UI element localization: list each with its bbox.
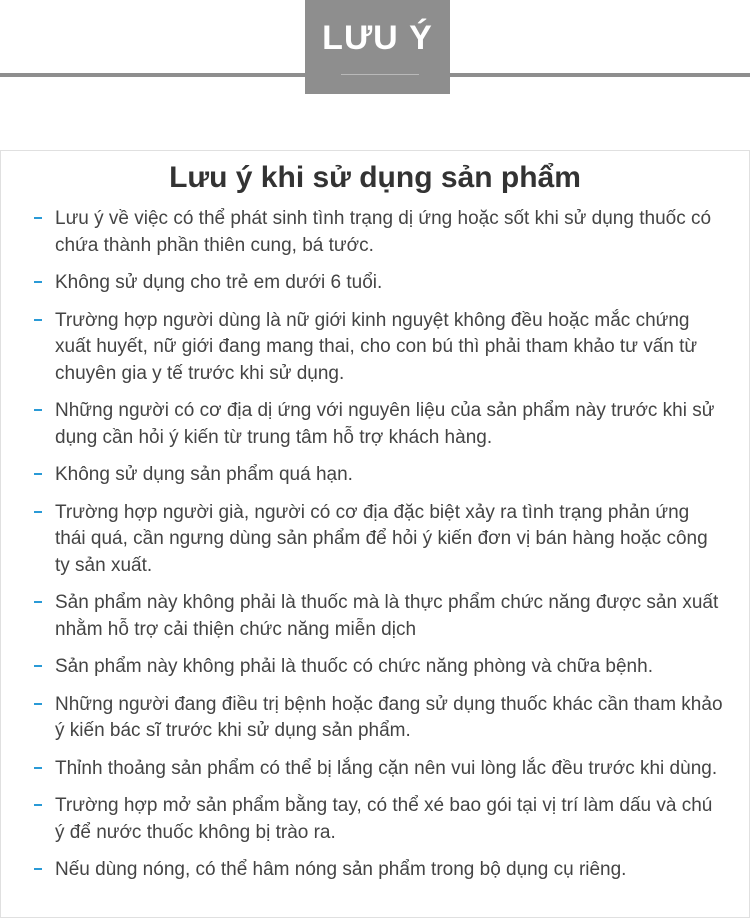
note-text: Trường hợp mở sản phẩm bằng tay, có thể xé bao gói tại vị trí làm dấu và chú ý để nước thuốc không bị trào ra.: [55, 795, 713, 843]
usage-notes-card: [0, 150, 750, 918]
dash-bullet-icon: [34, 703, 42, 705]
note-text: Sản phẩm này không phải là thuốc mà là thực phẩm chức năng được sản xuất nhằm hỗ trợ cải thiện chức năng miễn dịch: [55, 592, 719, 640]
note-text: Không sử dụng sản phẩm quá hạn.: [55, 464, 353, 485]
note-text: Những người đang điều trị bệnh hoặc đang sử dụng thuốc khác cần tham khảo ý kiến bác sĩ trước khi sử dụng sản phẩm.: [55, 693, 723, 741]
notes-list: [34, 206, 724, 895]
dash-bullet-icon: [34, 409, 42, 411]
note-text: Trường hợp người dùng là nữ giới kinh nguyệt không đều hoặc mắc chứng xuất huyết, nữ giới đang mang thai, cho con bú thì phải tham khảo tư vấn từ chuyên gia y tế trước khi sử dụng.: [55, 309, 698, 384]
note-item: [34, 270, 724, 297]
section-title: Lưu ý khi sử dụng sản phẩm: [157, 160, 593, 196]
note-item: [34, 500, 724, 580]
note-item: [34, 793, 724, 846]
dash-bullet-icon: [34, 868, 42, 870]
note-text: Trường hợp người già, người có cơ địa đặc biệt xảy ra tình trạng phản ứng thái quá, cần ngưng dùng sản phẩm để hỏi ý kiến đơn vị bán hàng hoặc công ty sản xuất.: [55, 501, 708, 576]
dash-bullet-icon: [34, 511, 42, 513]
dash-bullet-icon: [34, 601, 42, 603]
dash-bullet-icon: [34, 281, 42, 283]
note-text: Những người có cơ địa dị ứng với nguyên liệu của sản phẩm này trước khi sử dụng cần hỏi ý kiến từ trung tâm hỗ trợ khách hàng.: [55, 400, 715, 448]
dash-bullet-icon: [34, 804, 42, 806]
note-item: [34, 462, 724, 489]
note-item: [34, 308, 724, 388]
dash-bullet-icon: [34, 767, 42, 769]
dash-bullet-icon: [34, 473, 42, 475]
note-item: [34, 857, 724, 884]
note-text: Thỉnh thoảng sản phẩm có thể bị lắng cặn nên vui lòng lắc đều trước khi dùng.: [55, 757, 718, 779]
note-item: [34, 206, 724, 259]
dash-bullet-icon: [34, 217, 42, 219]
note-text: Không sử dụng cho trẻ em dưới 6 tuổi.: [55, 272, 383, 293]
note-text: Nếu dùng nóng, có thể hâm nóng sản phẩm trong bộ dụng cụ riêng.: [55, 859, 627, 880]
dash-bullet-icon: [34, 665, 42, 667]
badge-underline: [341, 74, 419, 75]
note-item: [34, 654, 724, 681]
badge-title: LƯU Ý: [322, 19, 433, 57]
note-item: [34, 590, 724, 643]
note-text: Sản phẩm này không phải là thuốc có chức năng phòng và chữa bệnh.: [55, 656, 653, 677]
note-item: [34, 756, 724, 783]
notice-badge: [305, 0, 450, 94]
note-item: [34, 398, 724, 451]
dash-bullet-icon: [34, 319, 42, 321]
note-text: Lưu ý về việc có thể phát sinh tình trạng dị ứng hoặc sốt khi sử dụng thuốc có chứa thành phần thiên cung, bá tước.: [55, 208, 712, 256]
note-item: [34, 692, 724, 745]
